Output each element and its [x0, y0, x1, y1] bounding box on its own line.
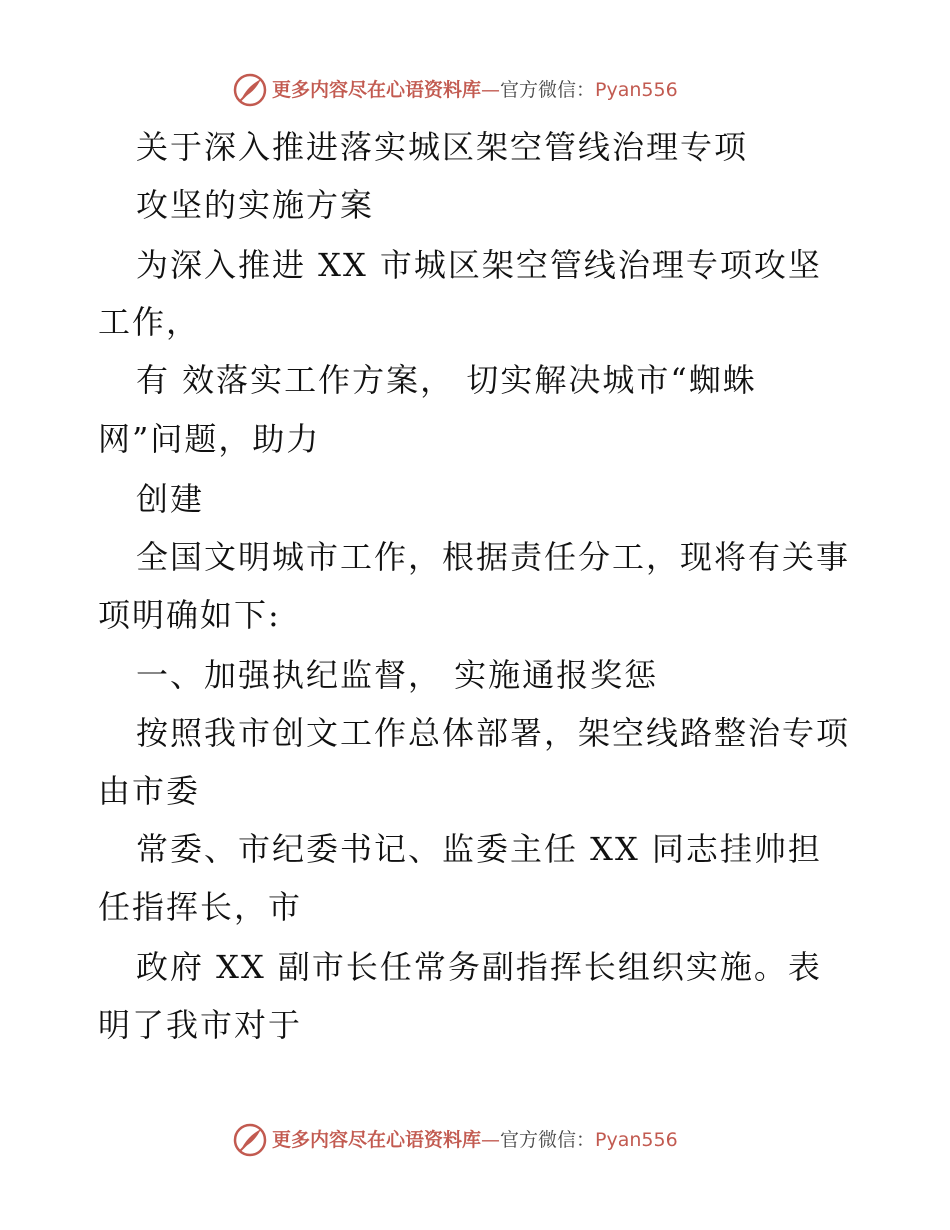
watermark-text	[272, 78, 678, 102]
paragraph-line: 按照我市创文工作总体部署，架空线路整治专项	[136, 714, 851, 752]
watermark-sub-text: 官方微信：	[500, 1129, 596, 1151]
watermark-main-text: 更多内容尽在心语资料库	[272, 1129, 482, 1151]
paragraph-line: 为深入推进 XX 市城区架空管线治理专项攻坚	[136, 246, 822, 284]
paragraph-line: 创建	[136, 480, 205, 518]
watermark-text	[272, 1128, 678, 1152]
quill-pen-icon	[232, 1122, 268, 1158]
paragraph-line: 网”问题，助力	[98, 420, 321, 458]
paragraph-line: 政府 XX 副市长任常务副指挥长组织实施。表	[136, 948, 822, 986]
paragraph-line: 项明确如下:	[98, 596, 281, 634]
watermark-header	[0, 70, 950, 110]
paragraph-line: 全国文明城市工作，根据责任分工，现将有关事	[136, 538, 851, 576]
watermark-separator: —	[481, 79, 501, 101]
watermark-separator: —	[481, 1129, 501, 1151]
watermark-wechat-id: Pyan556	[595, 79, 678, 101]
paragraph-line: 明了我市对于	[98, 1006, 303, 1044]
quill-pen-icon	[232, 72, 268, 108]
paragraph-line: 由市委	[98, 772, 201, 810]
paragraph-line: 常委、市纪委书记、监委主任 XX 同志挂帅担	[136, 830, 822, 868]
watermark-footer	[0, 1120, 950, 1160]
watermark-sub-text: 官方微信：	[500, 79, 596, 101]
document-title-line-1: 关于深入推进落实城区架空管线治理专项	[136, 128, 749, 166]
paragraph-line: 任指挥长，市	[98, 888, 303, 926]
paragraph-line: 工作，	[98, 303, 201, 341]
paragraph-line: 有 效落实工作方案， 切实解决城市“蜘蛛	[136, 361, 757, 399]
document-title-line-2: 攻坚的实施方案	[136, 186, 375, 224]
watermark-wechat-id: Pyan556	[595, 1129, 678, 1151]
watermark-main-text: 更多内容尽在心语资料库	[272, 79, 482, 101]
section-heading: 一、加强执纪监督， 实施通报奖惩	[136, 656, 659, 694]
